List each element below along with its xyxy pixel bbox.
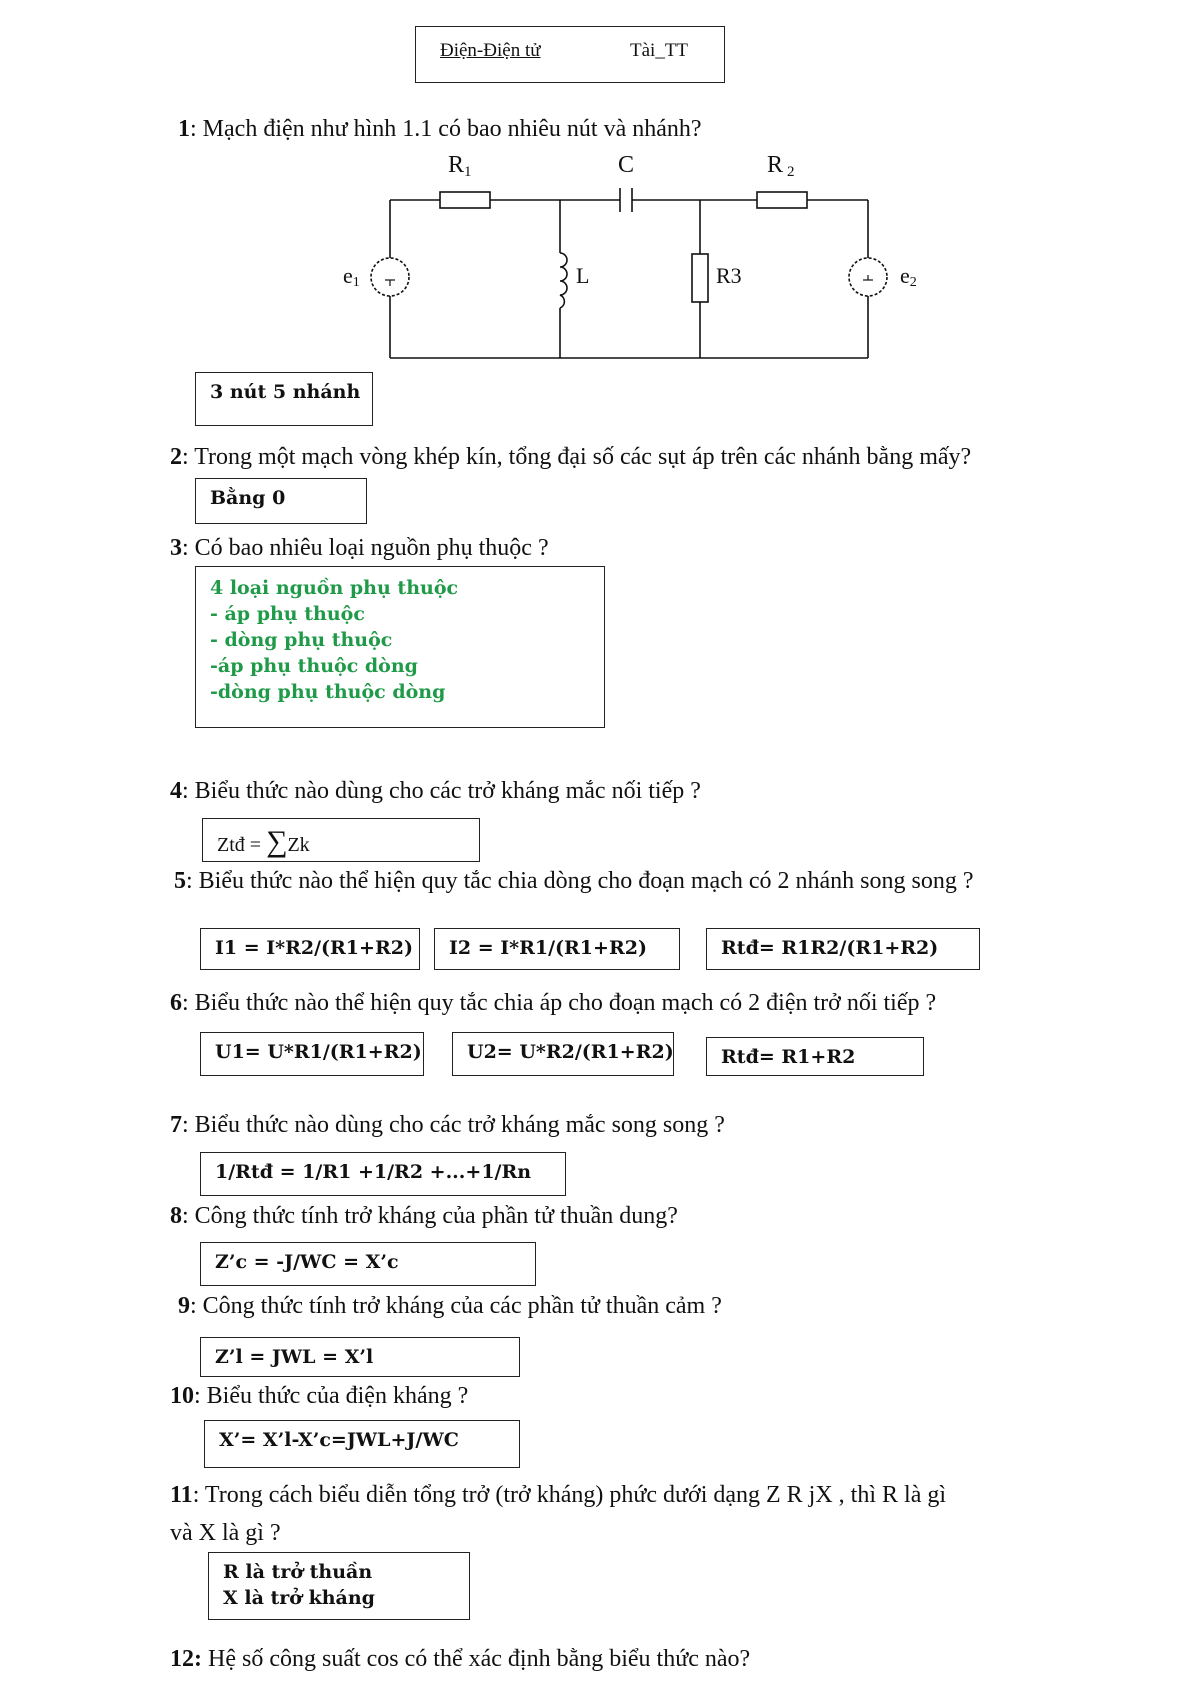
capacitor-c xyxy=(620,188,632,212)
answer-3: 4 loại nguồn phụ thuộc - áp phụ thuộc - dòng phụ thuộc -áp phụ thuộc dòng -dòng phụ thuộc dòng xyxy=(195,566,605,728)
answer-8: Z’c = -J/WC = X’c xyxy=(200,1242,536,1286)
question-4: 4: Biểu thức nào dùng cho các trở kháng mắc nối tiếp ? xyxy=(170,778,701,804)
source-e1 xyxy=(371,258,409,296)
answer-7: 1/Rtđ = 1/R1 +1/R2 +...+1/Rn xyxy=(200,1152,566,1196)
answer-10: X’= X’l-X’c=JWL+J/WC xyxy=(204,1420,520,1468)
answer-6-rtd: Rtđ= R1+R2 xyxy=(706,1037,924,1076)
answer-6-u1: U1= U*R1/(R1+R2) xyxy=(200,1032,424,1076)
resistor-r3 xyxy=(692,254,708,302)
label-e2: e2 xyxy=(900,263,917,290)
answer-5-rtd: Rtđ= R1R2/(R1+R2) xyxy=(706,928,980,970)
question-12: 12: Hệ số công suất cos có thể xác định bằng biểu thức nào? xyxy=(170,1646,751,1672)
answer-4: Ztđ = ∑Zk xyxy=(202,818,480,862)
header-subject: Điện-Điện tử xyxy=(440,40,541,61)
inductor-l xyxy=(560,253,567,308)
circuit-diagram xyxy=(320,148,940,368)
label-r3: R3 xyxy=(716,263,742,288)
question-9: 9: Công thức tính trở kháng của các phần tử thuần cảm ? xyxy=(178,1293,722,1319)
question-11: 11: Trong cách biểu diễn tổng trở (trở kháng) phức dưới dạng Z R jX , thì R là gì xyxy=(170,1482,947,1508)
label-l: L xyxy=(576,263,590,288)
question-8: 8: Công thức tính trở kháng của phần tử thuần dung? xyxy=(170,1203,678,1229)
question-5: 5: Biểu thức nào thể hiện quy tắc chia dòng cho đoạn mạch có 2 nhánh song song ? xyxy=(174,868,974,894)
answer-11: R là trở thuần X là trở kháng xyxy=(208,1552,470,1620)
label-r2: R 2 xyxy=(767,152,795,180)
question-3: 3: Có bao nhiêu loại nguồn phụ thuộc ? xyxy=(170,535,549,561)
source-e2 xyxy=(849,258,887,296)
question-10: 10: Biểu thức của điện kháng ? xyxy=(170,1383,469,1409)
answer-1: 3 nút 5 nhánh xyxy=(195,372,373,426)
answer-5-i2: I2 = I*R1/(R1+R2) xyxy=(434,928,680,970)
question-2: 2: Trong một mạch vòng khép kín, tổng đại số các sụt áp trên các nhánh bằng mấy? xyxy=(170,444,972,470)
label-r1: R1 xyxy=(448,152,472,180)
label-e1: e1 xyxy=(343,263,360,290)
question-6: 6: Biểu thức nào thể hiện quy tắc chia áp cho đoạn mạch có 2 điện trở nối tiếp ? xyxy=(170,990,937,1016)
label-c: C xyxy=(618,152,635,178)
header-author: Tài_TT xyxy=(630,40,689,61)
resistor-r2 xyxy=(757,192,807,208)
answer-2: Bằng 0 xyxy=(195,478,367,524)
question-11-continued: và X là gì ? xyxy=(170,1520,281,1546)
answer-9: Z’l = JWL = X’l xyxy=(200,1337,520,1377)
question-1: 1: Mạch điện như hình 1.1 có bao nhiêu nút và nhánh? xyxy=(178,116,702,142)
question-7: 7: Biểu thức nào dùng cho các trở kháng mắc song song ? xyxy=(170,1112,725,1138)
resistor-r1 xyxy=(440,192,490,208)
answer-5-i1: I1 = I*R2/(R1+R2) xyxy=(200,928,420,970)
answer-6-u2: U2= U*R2/(R1+R2) xyxy=(452,1032,674,1076)
